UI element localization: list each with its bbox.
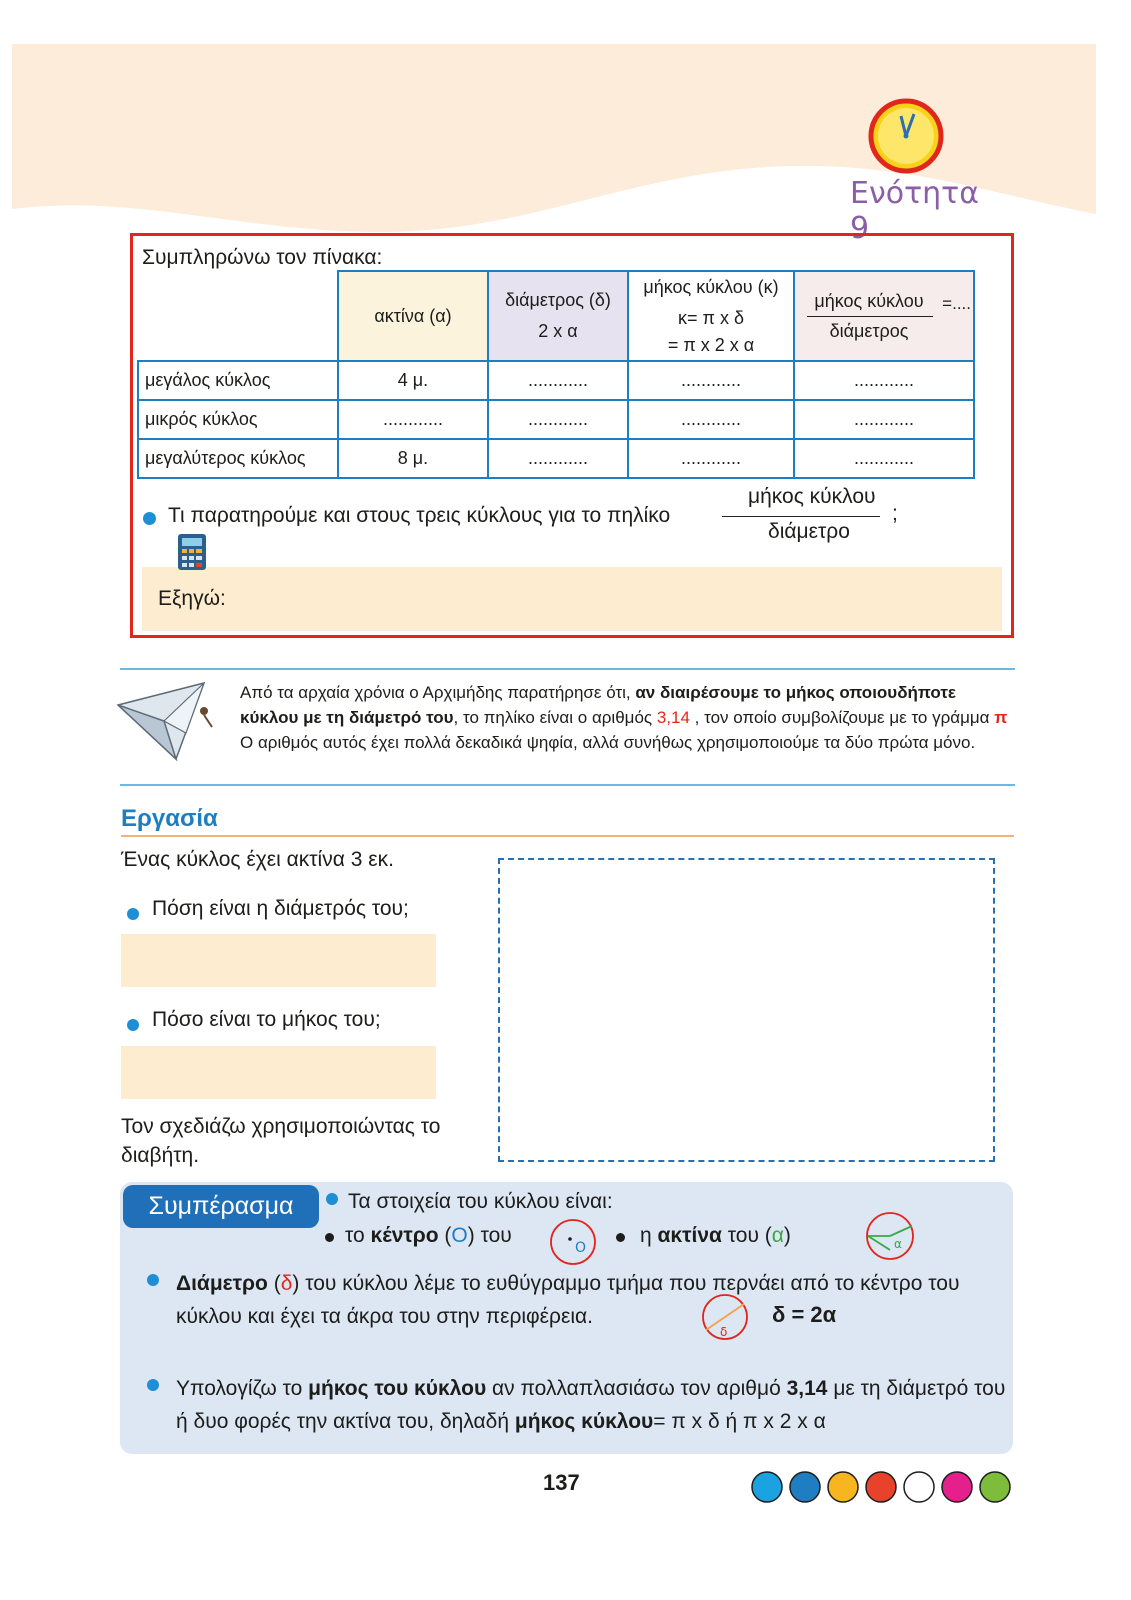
task-question-length: Πόσο είναι το μήκος του;	[152, 1008, 381, 1031]
table-row	[138, 400, 974, 439]
center-label: Ο	[575, 1240, 587, 1256]
question-fraction-denominator: διάμετρο	[768, 520, 850, 543]
task-intro: Ένας κύκλος έχει ακτίνα 3 εκ.	[121, 848, 394, 871]
diameter-formula: δ = 2α	[772, 1302, 837, 1327]
circumference-definition: Υπολογίζω το μήκος του κύκλου αν πολλαπλασιάσω τον αριθμό 3,14 με τη διάμετρό του ή δυο φορές την ακτίνα του, δηλαδή μήκος κύκλου= π x δ ή π x 2 x α	[176, 1377, 1006, 1433]
color-dot	[828, 1472, 858, 1502]
answer-box-length[interactable]	[121, 1046, 436, 1099]
divider	[120, 668, 1015, 670]
bullet	[147, 1274, 159, 1286]
task-underline	[121, 835, 1014, 837]
cell-ratio[interactable]: ............	[794, 400, 974, 439]
table-row	[138, 439, 974, 478]
question-bullet	[143, 512, 156, 525]
cell-circumference[interactable]: ............	[628, 400, 794, 439]
circle-center-diagram	[548, 1217, 598, 1267]
table-row	[138, 361, 974, 400]
divider	[120, 784, 1015, 786]
question-mark: ;	[892, 502, 898, 525]
bullet	[147, 1379, 159, 1391]
color-dot	[942, 1472, 972, 1502]
color-dot	[904, 1472, 934, 1502]
bullet	[127, 908, 139, 920]
task-title: Εργασία	[121, 805, 218, 832]
question-fraction-numerator: μήκος κύκλου	[748, 485, 876, 508]
drawing-area[interactable]	[498, 858, 995, 1162]
cell-circumference[interactable]: ............	[628, 361, 794, 400]
cell-ratio[interactable]: ............	[794, 361, 974, 400]
color-dot	[752, 1472, 782, 1502]
header-radius: ακτίνα (α)	[338, 271, 488, 361]
cell-diameter[interactable]: ............	[488, 439, 628, 478]
answer-box-diameter[interactable]	[121, 934, 436, 987]
cell-radius: 4 μ.	[338, 361, 488, 400]
paper-plane-icon	[116, 675, 220, 763]
cell-diameter[interactable]: ............	[488, 361, 628, 400]
clock-icon	[868, 98, 944, 174]
circle-table	[137, 270, 975, 479]
bullet	[326, 1193, 338, 1205]
color-dot	[866, 1472, 896, 1502]
page-number: 137	[543, 1470, 580, 1495]
task-question-diameter: Πόση είναι η διάμετρός του;	[152, 897, 409, 920]
cell-diameter[interactable]: ............	[488, 400, 628, 439]
radius-label: α	[894, 1237, 902, 1251]
task-draw-instruction: Τον σχεδιάζω χρησιμοποιώντας το διαβήτη.	[121, 1115, 441, 1167]
unit-title: Ενότητα 9	[850, 176, 979, 246]
color-dot	[790, 1472, 820, 1502]
calculator-icon	[177, 533, 207, 571]
row-label: μικρός κύκλος	[138, 400, 338, 439]
row-label: μεγάλος κύκλος	[138, 361, 338, 400]
bullet	[616, 1233, 625, 1242]
color-dots	[750, 1470, 1012, 1504]
cell-circumference[interactable]: ............	[628, 439, 794, 478]
cell-radius: 8 μ.	[338, 439, 488, 478]
table-title: Συμπληρώνω τον πίνακα:	[142, 246, 383, 269]
radius-definition: η ακτίνα του (α)	[640, 1224, 791, 1247]
diameter-definition: Διάμετρο (δ) του κύκλου λέμε το ευθύγραμμο τμήμα που περνάει από το κέντρο του κύκλου και έχει τα άκρα του στην περιφέρεια.	[176, 1272, 960, 1328]
header-diameter: διάμετρος (δ) 2 x α	[488, 271, 628, 361]
question-text: Τι παρατηρούμε και στους τρεις κύκλους για το πηλίκο	[168, 504, 671, 527]
cell-ratio[interactable]: ............	[794, 439, 974, 478]
explain-answer-area[interactable]	[142, 567, 1002, 631]
conclusion-label: Συμπέρασμα	[123, 1185, 319, 1228]
row-label: μεγαλύτερος κύκλος	[138, 439, 338, 478]
header-ratio: μήκος κύκλου διάμετρος =....	[794, 271, 974, 361]
table-empty-corner	[138, 271, 338, 361]
header-circumference: μήκος κύκλου (κ) κ= π x δ = π x 2 x α	[628, 271, 794, 361]
circle-radius-diagram	[864, 1210, 916, 1262]
fraction-line	[722, 516, 880, 517]
archimedes-note: Από τα αρχαία χρόνια ο Αρχιμήδης παρατήρησε ότι, αν διαιρέσουμε το μήκος οποιουδήποτε κύκλου με τη διάμετρό του, το πηλίκο είναι ο αριθμός 3,14 , τον οποίο συμβολίζουμε με το γράμμα π Ο αριθμός αυτός έχει πολλά δεκαδικά ψηφία, αλλά συνήθως χρησιμοποιούμε τα δύο πρώτα μόνο.	[240, 683, 1008, 752]
cell-radius[interactable]: ............	[338, 400, 488, 439]
circle-diameter-diagram	[700, 1292, 750, 1342]
diameter-label: δ	[720, 1325, 728, 1339]
color-dot	[980, 1472, 1010, 1502]
center-definition: το κέντρο (Ο) του	[345, 1224, 512, 1247]
explain-label: Εξηγώ:	[158, 587, 226, 610]
bullet	[325, 1233, 334, 1242]
bullet	[127, 1019, 139, 1031]
conclusion-intro: Τα στοιχεία του κύκλου είναι:	[348, 1190, 613, 1213]
